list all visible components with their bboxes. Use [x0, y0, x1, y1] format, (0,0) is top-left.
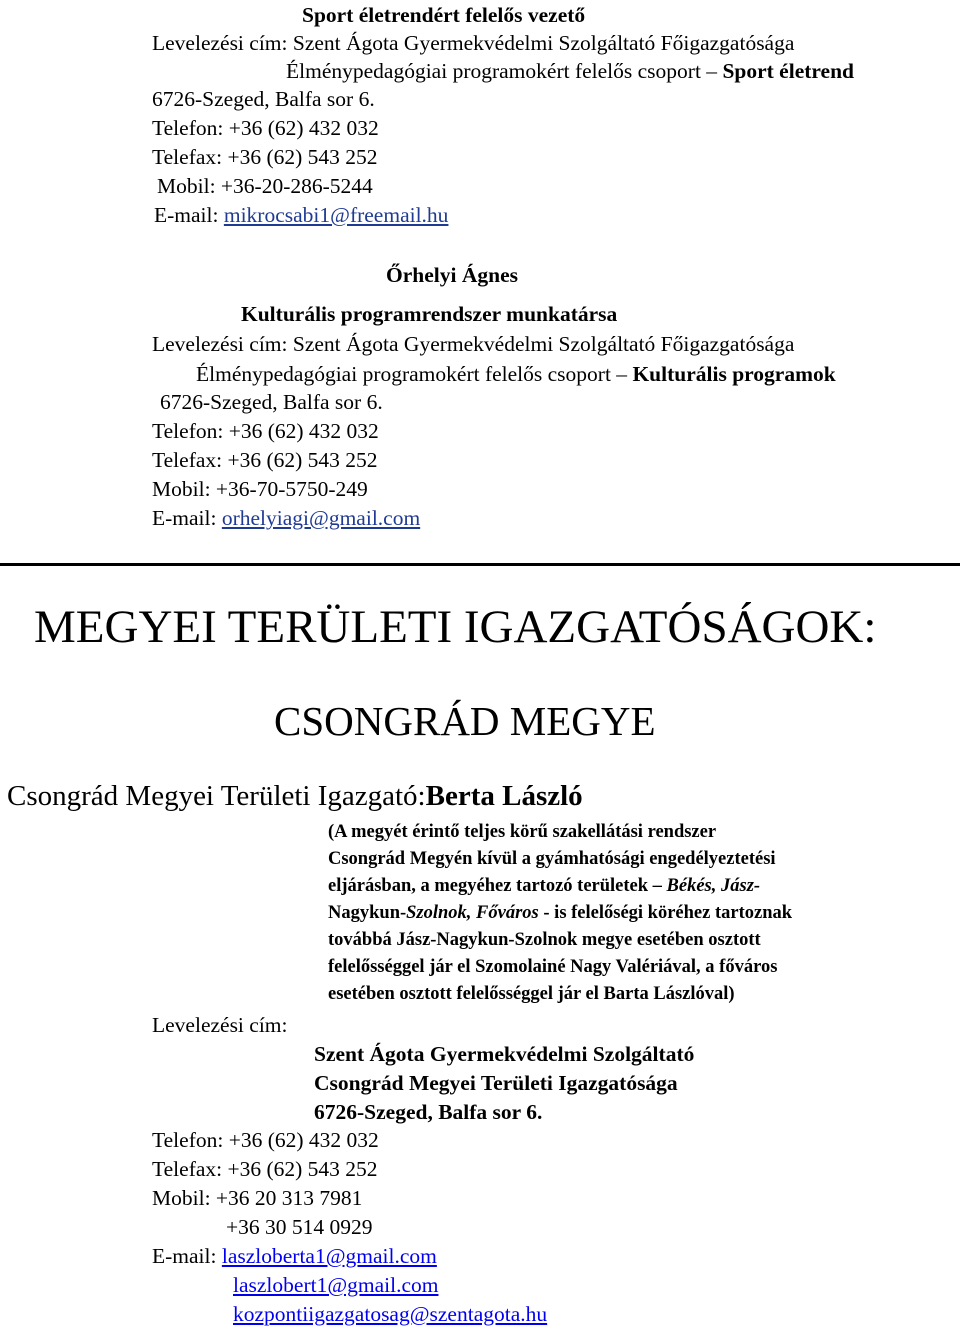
county-email-link-3-row [233, 1301, 547, 1327]
culture-phone: Telefon: +36 (62) 432 032 [152, 419, 379, 443]
county-note-line-4b: Szolnok, Főváros [406, 903, 539, 923]
county-note-line-6: felelősséggel jár el Szomolainé Nagy Valériával, a főváros [328, 957, 778, 977]
culture-person-name: Őrhelyi Ágnes [386, 263, 518, 287]
main-heading: MEGYEI TERÜLETI IGAZGATÓSÁGOK: [34, 601, 877, 653]
county-email-link-2[interactable]: laszlobert1@gmail.com [233, 1273, 439, 1297]
county-note-line-4c: - is felelőségi köréhez tartoznak [543, 903, 793, 923]
culture-group-line [196, 361, 836, 387]
culture-email-label: E-mail: [152, 506, 217, 530]
sport-group-prefix: Élménypedagógiai programokért felelős csoport – [286, 59, 718, 83]
culture-group-name: Kulturális programok [632, 362, 836, 386]
county-address-label: Levelezési cím: [152, 1013, 288, 1037]
sport-email-line [154, 202, 448, 228]
county-note-line-3b: Békés, Jász- [666, 876, 761, 896]
county-director-line [7, 779, 583, 813]
sport-section-title: Sport életrendért felelős vezető [302, 3, 586, 27]
county-note-line-3 [328, 873, 760, 899]
culture-email-line [152, 505, 420, 531]
culture-address-line: Levelezési cím: Szent Ágota Gyermekvédelmi Szolgáltató Főigazgatósága [152, 332, 795, 356]
culture-email-link[interactable]: orhelyiagi@gmail.com [221, 506, 421, 530]
culture-city: 6726-Szeged, Balfa sor 6. [160, 390, 383, 414]
culture-group-prefix: Élménypedagógiai programokért felelős csoport – [196, 362, 628, 386]
county-email-line [152, 1243, 437, 1269]
county-title: CSONGRÁD MEGYE [274, 698, 656, 744]
county-email-link-2-row [233, 1272, 438, 1298]
county-note-line-4 [328, 900, 792, 926]
county-email-label: E-mail: [152, 1244, 217, 1268]
county-address-line-2: Csongrád Megyei Területi Igazgatósága [314, 1071, 678, 1095]
sport-address-line: Levelezési cím: Szent Ágota Gyermekvédelmi Szolgáltató Főigazgatósága [152, 31, 795, 55]
sport-phone: Telefon: +36 (62) 432 032 [152, 116, 379, 140]
county-note-line-2: Csongrád Megyén kívül a gyámhatósági engedélyeztetési [328, 849, 776, 869]
sport-email-link[interactable]: mikrocsabi1@freemail.hu [223, 203, 449, 227]
section-divider [0, 563, 960, 566]
county-note-line-3a: eljárásban, a megyéhez tartozó területek – [328, 876, 662, 896]
culture-mobile: Mobil: +36-70-5750-249 [152, 477, 368, 501]
county-email-link-1[interactable]: laszloberta1@gmail.com [221, 1244, 437, 1268]
county-note-line-4a: Nagykun- [328, 903, 407, 923]
county-address-line-3: 6726-Szeged, Balfa sor 6. [314, 1100, 543, 1124]
county-director-label: Csongrád Megyei Területi Igazgató: [7, 780, 426, 812]
county-email-link-3[interactable]: kozpontiigazgatosag@szentagota.hu [233, 1302, 548, 1326]
culture-role: Kulturális programrendszer munkatársa [241, 302, 618, 326]
county-note-line-1: (A megyét érintő teljes körű szakellátási rendszer [328, 822, 717, 842]
sport-fax: Telefax: +36 (62) 543 252 [152, 145, 378, 169]
county-mobile-2: +36 30 514 0929 [226, 1215, 373, 1239]
county-note-line-7: esetében osztott felelősséggel jár el Barta Lászlóval) [328, 984, 735, 1004]
culture-fax: Telefax: +36 (62) 543 252 [152, 448, 378, 472]
sport-group-name: Sport életrend [722, 59, 855, 83]
sport-city: 6726-Szeged, Balfa sor 6. [152, 87, 375, 111]
county-note-line-5: továbbá Jász-Nagykun-Szolnok megye esetében osztott [328, 930, 761, 950]
county-phone: Telefon: +36 (62) 432 032 [152, 1128, 379, 1152]
county-fax: Telefax: +36 (62) 543 252 [152, 1157, 378, 1181]
county-director-name: Berta László [425, 780, 583, 812]
sport-email-label: E-mail: [154, 203, 219, 227]
county-mobile: Mobil: +36 20 313 7981 [152, 1186, 363, 1210]
sport-mobile: Mobil: +36-20-286-5244 [157, 174, 373, 198]
county-address-line-1: Szent Ágota Gyermekvédelmi Szolgáltató [314, 1042, 695, 1066]
sport-group-line [286, 58, 854, 84]
